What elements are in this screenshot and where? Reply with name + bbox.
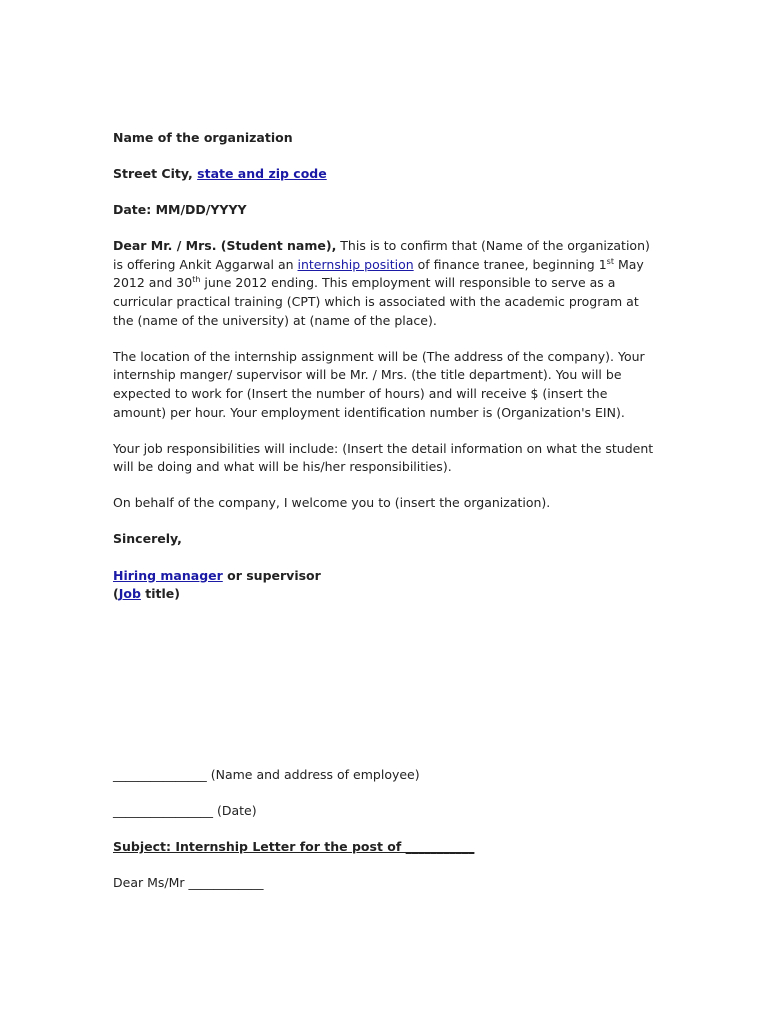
job-title-line	[113, 585, 658, 604]
address-prefix: Street City,	[113, 166, 193, 182]
dear-line: Dear Ms/Mr ____________	[113, 874, 264, 890]
paragraph-welcome: On behalf of the company, I welcome you to (insert the organization).	[113, 495, 551, 511]
internship-position-link[interactable]: internship position	[297, 256, 414, 272]
superscript: st	[606, 256, 614, 266]
state-zip-link[interactable]: state and zip code	[197, 166, 327, 182]
job-title-rest: title)	[140, 586, 180, 602]
paragraph-confirmation	[113, 237, 658, 330]
signature-rest: or supervisor	[222, 567, 321, 583]
job-link[interactable]: Job	[118, 586, 141, 602]
salutation: Dear Mr. / Mrs. (Student name),	[113, 238, 337, 254]
paragraph-text: May 2012 and 30	[113, 256, 644, 291]
paragraph-responsibilities: Your job responsibilities will include: (Insert the detail information on what the student will be doing and what will be his/her responsibilities).	[113, 440, 654, 475]
address-line	[113, 165, 658, 184]
hiring-manager-link[interactable]: Hiring manager	[113, 567, 223, 583]
paragraph-location: The location of the internship assignment will be (The address of the company). Your internship manger/ supervisor will be Mr. / Mrs. (the title department). You will be expected to work for (Insert the number of hours) and will receive $ (insert the amount) per hour. Your employment identification number is (Organization's EIN).	[113, 348, 645, 420]
letter-body	[113, 129, 658, 893]
closing: Sincerely,	[113, 531, 182, 547]
paren-open: (	[113, 586, 119, 602]
paragraph-text: This is to confirm that (Name of the organization) is offering Ankit Aggarwal an	[113, 238, 650, 272]
superscript: th	[192, 275, 201, 285]
paragraph-text: of finance tranee, beginning 1	[413, 256, 607, 272]
organization-name: Name of the organization	[113, 130, 293, 145]
employee-name-line: _______________ (Name and address of employee)	[113, 766, 420, 782]
paragraph-text: june 2012 ending. This employment will responsible to serve as a curricular practical training (CPT) which is associated with the academic program at the (name of the university) at (name of the place).	[113, 275, 639, 328]
signature-line	[113, 567, 658, 586]
date-line: Date: MM/DD/YYYY	[113, 202, 247, 218]
subject-line: Subject: Internship Letter for the post of ___________	[113, 838, 475, 854]
date-blank-line: ________________ (Date)	[113, 802, 257, 818]
